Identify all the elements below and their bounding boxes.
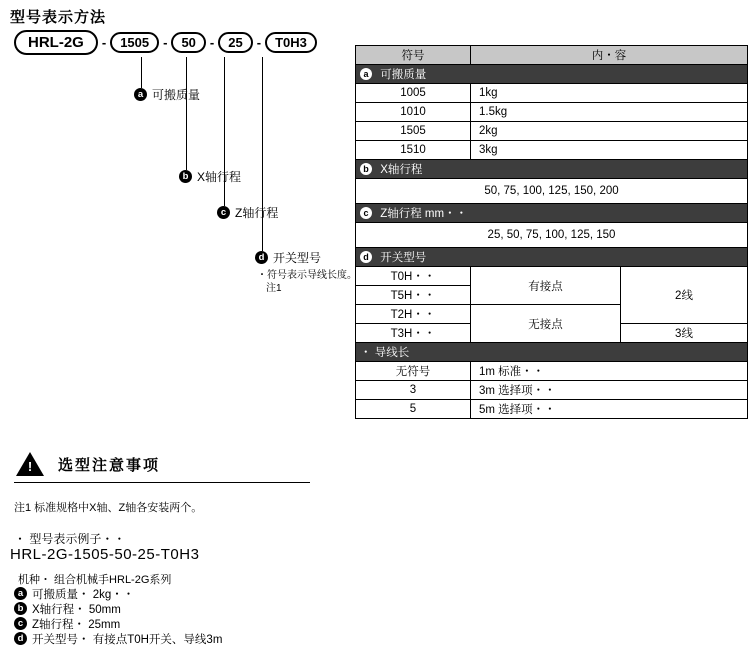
badge-d-icon: d bbox=[14, 632, 27, 645]
symbol-cell: 1005 bbox=[356, 84, 471, 103]
table-row bbox=[356, 362, 748, 381]
table-row bbox=[356, 122, 748, 141]
badge-b-icon: b bbox=[14, 602, 27, 615]
callout-x-stroke bbox=[179, 168, 241, 185]
content-cell: 1.5kg bbox=[471, 103, 748, 122]
model-series-pill: HRL-2G bbox=[14, 30, 98, 55]
section-badge-d: d bbox=[360, 251, 372, 263]
callout-x-stroke-label: X轴行程 bbox=[197, 170, 242, 184]
table-header-content: 内・容 bbox=[471, 46, 748, 65]
section-title-z-stroke: Z轴行程 mm・・ bbox=[380, 208, 468, 220]
symbol-cell: 1510 bbox=[356, 141, 471, 160]
connector-line-a bbox=[141, 57, 142, 88]
content-cell: 1m 标准・・ bbox=[471, 362, 748, 381]
segment-separator: - bbox=[256, 35, 262, 50]
model-segment-pill-zstroke: 25 bbox=[218, 32, 252, 53]
example-item-payload bbox=[14, 586, 222, 601]
wire-count-cell: 2线 bbox=[621, 267, 748, 324]
symbol-cell: T3H・・ bbox=[356, 324, 471, 343]
example-heading: ・ 型号表示例子・・ bbox=[14, 532, 126, 546]
table-row bbox=[356, 84, 748, 103]
section-strip-switch-cell bbox=[356, 248, 748, 267]
symbol-cell: 1505 bbox=[356, 122, 471, 141]
badge-c-icon: c bbox=[217, 206, 230, 219]
callout-payload bbox=[134, 86, 200, 103]
table-row bbox=[356, 381, 748, 400]
callout-switch bbox=[255, 249, 321, 266]
page-title: 型号表示方法 bbox=[10, 9, 107, 26]
example-item-z-stroke bbox=[14, 616, 222, 631]
section-strip-payload-cell bbox=[356, 65, 748, 84]
symbol-cell: 3 bbox=[356, 381, 471, 400]
example-item-x-stroke bbox=[14, 601, 222, 616]
segment-separator: - bbox=[163, 35, 168, 50]
connector-line-b bbox=[186, 57, 187, 170]
symbol-cell: 1010 bbox=[356, 103, 471, 122]
callout-z-stroke bbox=[217, 204, 278, 221]
section-title-lead-length: ・ 导线长 bbox=[356, 343, 748, 362]
symbol-cell: T2H・・ bbox=[356, 305, 471, 324]
section-strip-z-cell bbox=[356, 204, 748, 223]
table-row bbox=[356, 179, 748, 204]
example-item-payload-text: 可搬质量・ 2kg・・ bbox=[32, 588, 135, 601]
example-item-x-stroke-text: X轴行程・ 50mm bbox=[32, 603, 121, 616]
content-cell: 3m 选择项・・ bbox=[471, 381, 748, 400]
badge-a-icon: a bbox=[14, 587, 27, 600]
symbol-cell: T0H・・ bbox=[356, 267, 471, 286]
table-header-symbol: 符号 bbox=[356, 46, 471, 65]
callout-z-stroke-label: Z轴行程 bbox=[235, 206, 279, 220]
section-title-x-stroke: X轴行程 bbox=[380, 164, 423, 176]
content-cell: 2kg bbox=[471, 122, 748, 141]
badge-b-icon: b bbox=[179, 170, 192, 183]
warning-icon bbox=[16, 452, 44, 476]
section-badge-b: b bbox=[360, 163, 372, 175]
content-cell: 5m 选择项・・ bbox=[471, 400, 748, 419]
example-item-switch-text: 开关型号・ 有接点T0H开关、导线3m bbox=[32, 633, 223, 646]
connector-line-d bbox=[262, 57, 263, 251]
spec-table-container bbox=[355, 45, 748, 419]
example-model-number: HRL-2G-1505-50-25-T0H3 bbox=[10, 546, 200, 563]
model-number-diagram bbox=[14, 30, 317, 55]
model-segment-pill-payload: 1505 bbox=[110, 32, 159, 53]
content-cell: 3kg bbox=[471, 141, 748, 160]
x-stroke-values-cell: 50, 75, 100, 125, 150, 200 bbox=[356, 179, 748, 204]
example-item-switch bbox=[14, 631, 222, 646]
z-stroke-values-cell: 25, 50, 75, 100, 125, 150 bbox=[356, 223, 748, 248]
badge-a-icon: a bbox=[134, 88, 147, 101]
section-strip-x-cell bbox=[356, 160, 748, 179]
section-strip-payload bbox=[356, 65, 748, 84]
table-row bbox=[356, 103, 748, 122]
notice-title: 选型注意事项 bbox=[58, 457, 161, 474]
model-segment-pill-switch: T0H3 bbox=[265, 32, 317, 53]
table-row bbox=[356, 400, 748, 419]
spec-table bbox=[355, 45, 748, 419]
symbol-cell: 无符号 bbox=[356, 362, 471, 381]
callout-switch-label: 开关型号 bbox=[273, 251, 322, 265]
warning-exclamation: ! bbox=[27, 459, 33, 474]
badge-d-icon: d bbox=[255, 251, 268, 264]
segment-separator: - bbox=[209, 35, 215, 50]
example-item-z-stroke-text: Z轴行程・ 25mm bbox=[32, 618, 121, 631]
section-badge-c: c bbox=[360, 207, 372, 219]
table-row bbox=[356, 267, 748, 286]
contact-type-cell: 有接点 bbox=[471, 267, 621, 305]
section-strip-switch bbox=[356, 248, 748, 267]
callout-payload-label: 可搬质量 bbox=[152, 88, 201, 102]
table-row bbox=[356, 223, 748, 248]
section-strip-z-stroke bbox=[356, 204, 748, 223]
section-title-switch: 开关型号 bbox=[380, 252, 427, 264]
callout-switch-note-ref: 注1 bbox=[266, 283, 282, 294]
section-strip-x-stroke bbox=[356, 160, 748, 179]
symbol-cell: T5H・・ bbox=[356, 286, 471, 305]
notice-header bbox=[16, 452, 160, 476]
symbol-cell: 5 bbox=[356, 400, 471, 419]
section-badge-a: a bbox=[360, 68, 372, 80]
contact-type-cell: 无接点 bbox=[471, 305, 621, 343]
note1-text: 注1 标准规格中X轴、Z轴各安装两个。 bbox=[14, 502, 203, 514]
section-strip-lead-length bbox=[356, 343, 748, 362]
section-title-payload: 可搬质量 bbox=[380, 69, 427, 81]
example-item-list bbox=[14, 586, 222, 646]
segment-separator: - bbox=[101, 35, 107, 50]
notice-underline bbox=[14, 482, 310, 483]
badge-c-icon: c bbox=[14, 617, 27, 630]
table-row bbox=[356, 141, 748, 160]
example-machine-series: 机种・ 组合机械手HRL-2G系列 bbox=[18, 574, 172, 586]
wire-count-cell: 3线 bbox=[621, 324, 748, 343]
content-cell: 1kg bbox=[471, 84, 748, 103]
model-segment-pill-xstroke: 50 bbox=[171, 32, 205, 53]
callout-switch-note: ・符号表示导线长度。 bbox=[257, 270, 357, 281]
